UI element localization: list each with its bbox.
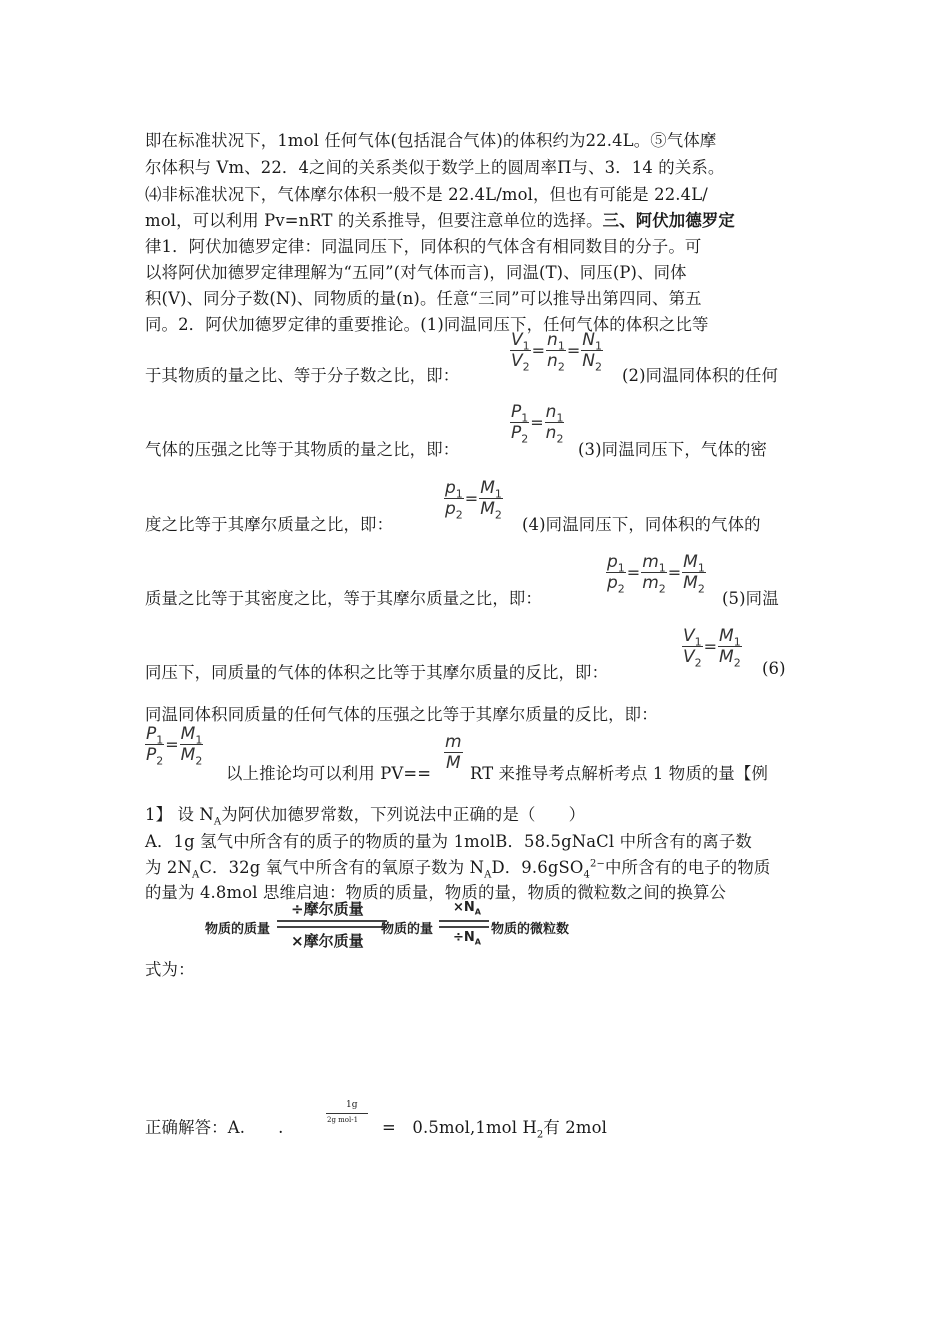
diagram-arrow-left-1: [277, 926, 387, 928]
diagram-mass-label: 物质的质量: [205, 922, 271, 937]
text-line-17: A．1g 氢气中所含有的质子的物质的量为 1molB．58.5gNaCl 中所含有的离子数: [145, 832, 752, 851]
text-line-4: [145, 207, 735, 231]
text-line-10: 气体的压强之比等于其物质的量之比，即：: [145, 440, 460, 459]
text-line-11b: (4)同温同压下，同体积的气体的: [522, 515, 761, 534]
text-line-8: 同。2．阿伏加德罗定律的重要推论。(1)同温同压下，任何气体的体积之比等: [145, 315, 709, 334]
diagram-arrow-left-2: [439, 926, 489, 928]
text-line-11: 度之比等于其摩尔质量之比，即：: [145, 515, 394, 534]
text-line-2: 尔体积与 Vm、22．4之间的关系类似于数学上的圆周率Π与、3．14 的关系。: [145, 158, 725, 177]
text-line-12b: (5)同温: [722, 589, 779, 608]
text-line-14: 同温同体积同质量的任何气体的压强之比等于其摩尔质量的反比，即：: [145, 705, 658, 724]
answer-frac-bar: [326, 1113, 368, 1114]
formula-inverse-pressure: $\frac{P_1}{P_2}$ = $\frac{M_1}{M_2}$: [146, 724, 203, 768]
text-line-9b: (2)同温同体积的任何: [622, 366, 778, 385]
diagram-multiply-na: $\times N_A$: [453, 900, 481, 917]
formula-pressure-ratio: $\frac{P_1}{P_2}$ = $\frac{n_1}{n_2}$: [511, 402, 564, 446]
answer-line-b: = 0.5mol,1mol $H_2$有 2mol: [382, 1118, 607, 1141]
text-line-6: 以将阿伏加德罗定律理解为“五同”(对气体而言)，同温(T)、同压(P)、同体: [145, 263, 687, 282]
diagram-arrow-right-2: [439, 920, 489, 922]
text-line-19: 的量为 4.8mol 思维启迪：物质的质量，物质的量，物质的微粒数之间的换算公: [145, 883, 727, 902]
text-line-15b: RT 来推导考点解析考点 1 物质的量【例: [470, 764, 769, 783]
section-heading: 三、阿伏加德罗定: [602, 211, 735, 230]
answer-frac-den: 2g mol-1: [327, 1116, 359, 1124]
text-line-20: 式为：: [145, 960, 195, 979]
formula-inverse-volume: $\frac{V_1}{V_2}$ = $\frac{M_1}{M_2}$: [683, 626, 741, 670]
text-line-3: ⑷非标准状况下，气体摩尔体积一般不是 22.4L/mol，但也有可能是 22.4L/: [145, 185, 708, 204]
diagram-divide-molar-mass: ÷摩尔质量: [291, 900, 364, 918]
text-line-15a: 以上推论均可以利用 PV==: [226, 764, 432, 783]
answer-line: 正确解答：A. .: [145, 1118, 284, 1137]
formula-volume-ratio: $\frac{V_1}{V_2}$ = $\frac{n_1}{n_2}$ = $\frac{N_1}{N_2}$: [511, 330, 602, 374]
diagram-multiply-molar-mass: ×摩尔质量: [291, 932, 364, 950]
text-line-12: 质量之比等于其密度之比，等于其摩尔质量之比，即：: [145, 589, 542, 608]
text-line-16: 1】 设 $N_A$为阿伏加德罗常数，下列说法中正确的是（ ）: [145, 805, 586, 828]
text-line-5: 律1．阿伏加德罗定律：同温同压下，同体积的气体含有相同数目的分子。可: [145, 237, 702, 256]
text-line-13: 同压下，同质量的气体的体积之比等于其摩尔质量的反比，即：: [145, 663, 609, 682]
formula-density-ratio: $\frac{p_1}{p_2}$ = $\frac{M_1}{M_2}$: [445, 478, 502, 522]
text-line-9: 于其物质的量之比、等于分子数之比，即：: [145, 366, 460, 385]
conversion-diagram: [205, 896, 595, 952]
text-line-13b: (6): [762, 659, 786, 678]
text-line-4-a: mol，可以利用 Pv=nRT 的关系推导，但要注意单位的选择。: [145, 211, 603, 230]
diagram-arrow-right-1: [277, 920, 387, 922]
text-line-7: 积(V)、同分子数(N)、同物质的量(n)。任意“三同”可以推导出第四同、第五: [145, 289, 702, 308]
formula-mass-ratio: $\frac{p_1}{p_2}$ = $\frac{m_1}{m_2}$ = $\frac{M_1}{M_2}$: [607, 552, 705, 596]
text-line-10b: (3)同温同压下，气体的密: [578, 440, 768, 459]
diagram-amount-label: 物质的量: [381, 922, 434, 937]
text-line-1: 即在标准状况下，1mol 任何气体(包括混合气体)的体积约为22.4L。⑤气体摩: [145, 131, 717, 150]
text-line-18: 为 $2N_AC$．32g 氧气中所含有的氧原子数为 $N_AD$．9.6gSO$_4^{2-}$中所含有的电子的物质: [145, 858, 771, 881]
answer-frac-num: 1g: [346, 1100, 358, 1110]
diagram-divide-na: $\div N_A$: [453, 930, 481, 947]
formula-m-over-M: m M: [445, 732, 462, 773]
diagram-particle-count-label: 物质的微粒数: [491, 922, 570, 937]
